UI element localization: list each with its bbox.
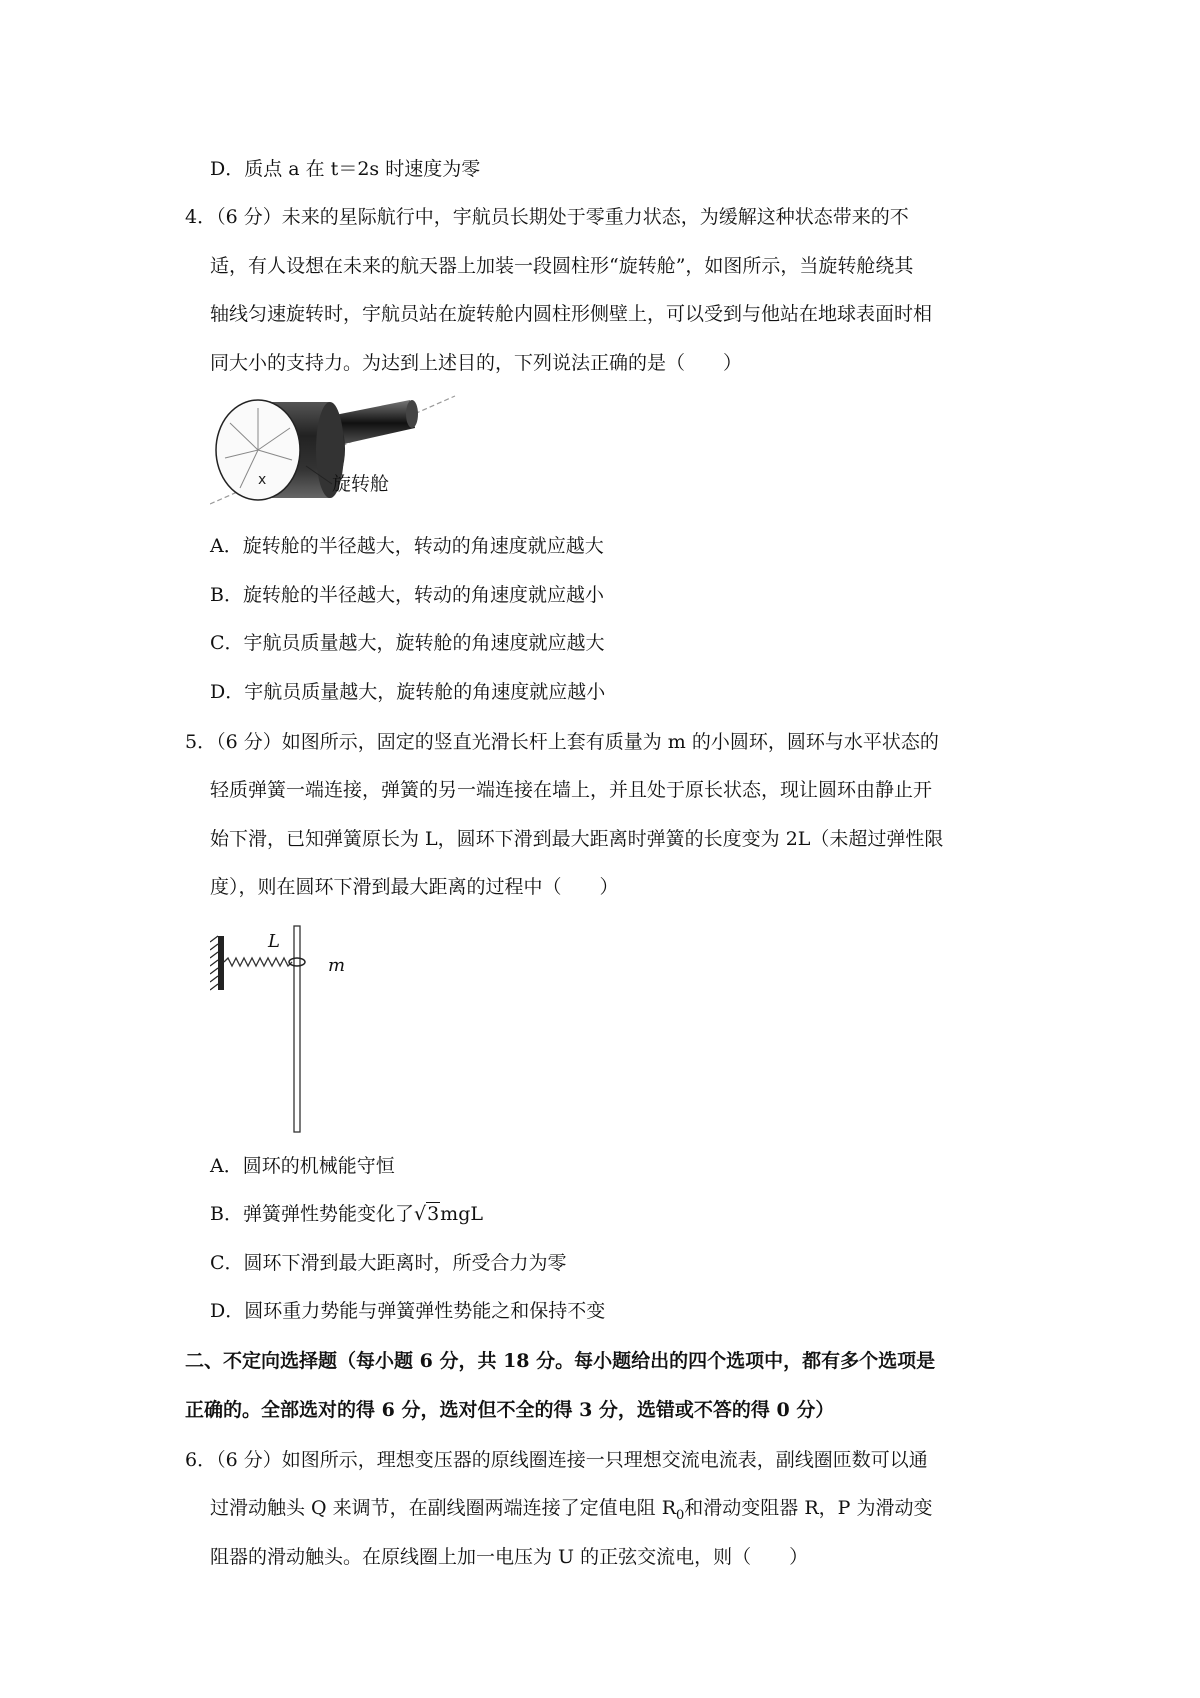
astronaut-mark: x xyxy=(258,472,267,488)
ring-mass-label: m xyxy=(328,955,346,976)
rod xyxy=(294,926,300,1132)
q4-option-d: D．宇航员质量越大，旋转舱的角速度就应越小 xyxy=(210,681,606,703)
q4-option-b: B．旋转舱的半径越大，转动的角速度就应越小 xyxy=(210,584,604,606)
spring xyxy=(224,958,292,966)
wall xyxy=(218,936,224,990)
q5-option-a: A．圆环的机械能守恒 xyxy=(210,1155,395,1177)
q5-stem-line-2: 轻质弹簧一端连接，弹簧的另一端连接在墙上，并且处于原长状态，现让圆环由静止开 xyxy=(210,779,933,801)
q6-stem-line-1: 6．（6 分）如图所示，理想变压器的原线圈连接一只理想交流电流表，副线圈匝数可以通 xyxy=(185,1449,928,1471)
rotating-cabin-figure xyxy=(210,388,460,523)
q5-option-c: C．圆环下滑到最大距离时，所受合力为零 xyxy=(210,1252,567,1274)
q6-stem-line-2: 过滑动触头 Q 来调节，在副线圈两端连接了定值电阻 $R_0$和滑动变阻器 R，P 为滑动变 xyxy=(210,1497,933,1523)
spring-length-label: L xyxy=(268,931,280,952)
section-2-heading-line-2: 正确的。全部选对的得 6 分，选对但不全的得 3 分，选错或不答的得 0 分） xyxy=(185,1399,835,1421)
rotating-cabin-label: 旋转舱 xyxy=(332,473,390,495)
q4-stem-line-3: 轴线匀速旋转时，宇航员站在旋转舱内圆柱形侧壁上，可以受到与他站在地球表面时相 xyxy=(210,303,933,325)
q5-stem-line-4: 度），则在圆环下滑到最大距离的过程中（ ） xyxy=(210,876,619,898)
sqrt-icon: √ xyxy=(413,1203,427,1225)
q4-option-a: A．旋转舱的半径越大，转动的角速度就应越大 xyxy=(210,535,604,557)
q5-option-d: D．圆环重力势能与弹簧弹性势能之和保持不变 xyxy=(210,1300,606,1322)
q4-stem-line-2: 适，有人设想在未来的航天器上加装一段圆柱形“旋转舱”，如图所示，当旋转舱绕其 xyxy=(210,255,914,277)
q6-stem-line-3: 阻器的滑动触头。在原线圈上加一电压为 U 的正弦交流电，则（ ） xyxy=(210,1546,809,1568)
spring-ring-figure xyxy=(210,918,350,1138)
q3-option-d: D．质点 a 在 t＝2s 时速度为零 xyxy=(210,158,481,180)
q5-stem-line-1: 5．（6 分）如图所示，固定的竖直光滑长杆上套有质量为 m 的小圆环，圆环与水平状态的 xyxy=(185,731,939,753)
q4-option-c: C．宇航员质量越大，旋转舱的角速度就应越大 xyxy=(210,632,605,654)
q4-stem-line-4: 同大小的支持力。为达到上述目的，下列说法正确的是（ ） xyxy=(210,352,743,374)
q5-stem-line-3: 始下滑，已知弹簧原长为 L，圆环下滑到最大距离时弹簧的长度变为 2L（未超过弹性限 xyxy=(210,828,944,850)
section-2-heading-line-1: 二、不定向选择题（每小题 6 分，共 18 分。每小题给出的四个选项中，都有多个选项是 xyxy=(185,1350,936,1372)
q4-stem-line-1: 4．（6 分）未来的星际航行中，宇航员长期处于零重力状态，为缓解这种状态带来的不 xyxy=(185,206,909,228)
q5-option-b: B．弹簧弹性势能变化了√3mgL xyxy=(210,1203,483,1225)
